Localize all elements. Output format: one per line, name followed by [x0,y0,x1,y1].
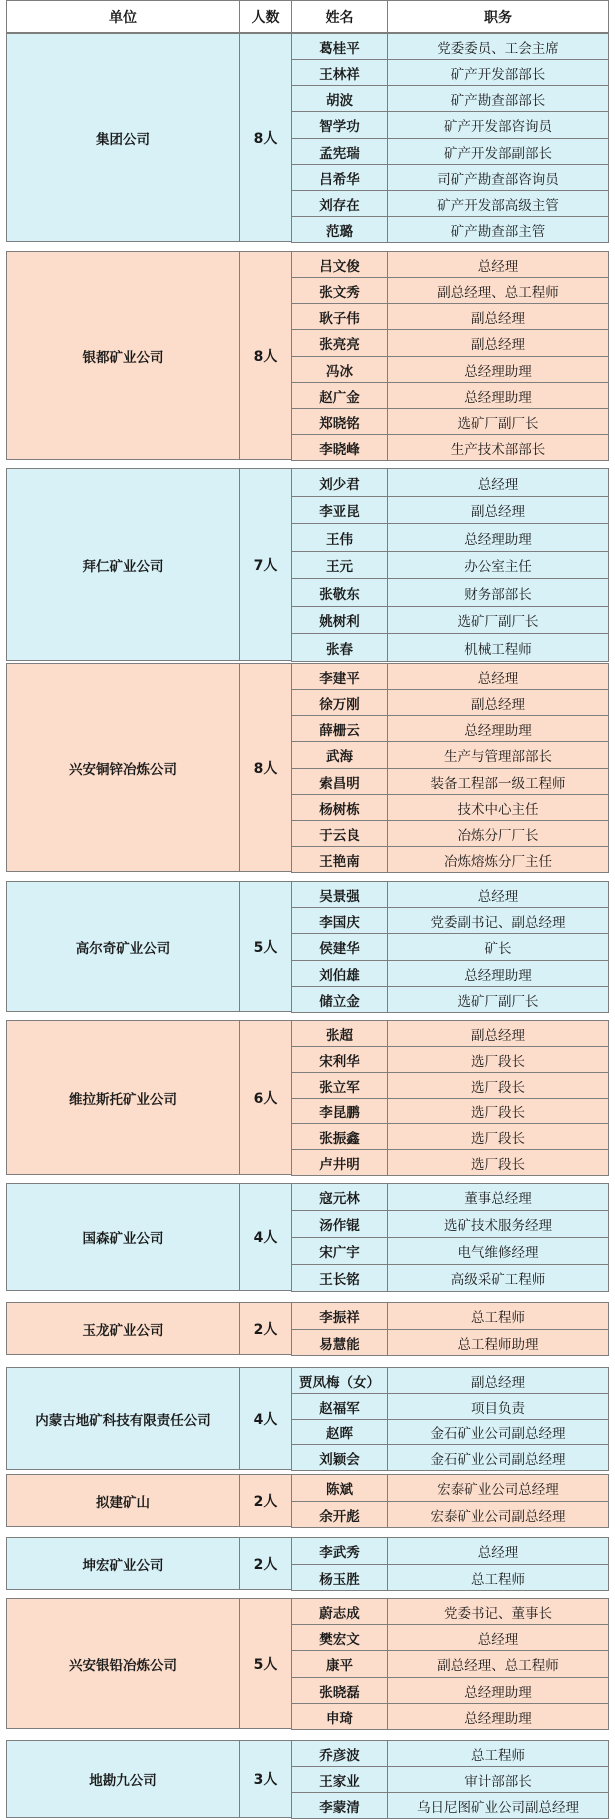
unit-group [6,1740,609,1818]
person-name: 吕文俊 [291,251,388,278]
person-position: 董事总经理 [387,1183,609,1211]
person-name: 张敬东 [291,578,388,607]
person-position: 选矿厂副厂长 [387,986,609,1013]
person-position: 总经理 [387,1537,609,1565]
unit-name: 地勘九公司 [6,1740,240,1818]
person-name: 薛栅云 [291,715,388,742]
person-position: 金石矿业公司副总经理 [387,1444,609,1471]
person-name: 刘颖会 [291,1444,388,1471]
person-position: 副总经理 [387,303,609,330]
unit-name: 内蒙古地矿科技有限责任公司 [6,1367,240,1470]
person-name: 李昆鹏 [291,1098,388,1124]
unit-group [6,33,609,242]
person-name: 王林祥 [291,59,388,86]
unit-group [6,251,609,460]
unit-group [6,468,609,661]
person-name: 李振祥 [291,1302,388,1330]
person-name: 张晓磊 [291,1677,388,1704]
person-position: 生产与管理部部长 [387,741,609,769]
person-position: 总经理助理 [387,382,609,409]
unit-group [6,1537,609,1590]
person-position: 机械工程师 [387,633,609,662]
person-position: 总经理助理 [387,960,609,987]
person-name: 范璐 [291,216,388,243]
person-name: 赵晖 [291,1419,388,1445]
person-name: 宋利华 [291,1046,388,1073]
person-name: 张文秀 [291,277,388,304]
person-name: 索昌明 [291,768,388,795]
person-position: 总经理 [387,663,609,690]
person-name: 耿子伟 [291,303,388,330]
person-name: 乔彦波 [291,1740,388,1767]
person-position: 选厂段长 [387,1046,609,1073]
unit-name: 玉龙矿业公司 [6,1302,240,1355]
person-name: 汤作锟 [291,1210,388,1238]
person-name: 姚树利 [291,606,388,634]
unit-name: 集团公司 [6,33,240,242]
person-name: 王长铭 [291,1264,388,1292]
person-position: 总工程师 [387,1740,609,1767]
person-position: 选矿厂副厂长 [387,408,609,435]
person-position: 矿产开发部部长 [387,59,609,86]
person-position: 选厂段长 [387,1072,609,1099]
headcount: 3人 [239,1740,292,1818]
person-position: 副总经理 [387,1020,609,1047]
person-name: 李国庆 [291,907,388,934]
unit-name: 维拉斯托矿业公司 [6,1020,240,1175]
person-position: 党委书记、董事长 [387,1598,609,1625]
person-name: 李建平 [291,663,388,690]
person-position: 总经理 [387,251,609,278]
person-position: 副总经理、总工程师 [387,277,609,304]
headcount: 5人 [239,1598,292,1729]
person-position: 宏泰矿业公司副总经理 [387,1501,609,1528]
person-position: 副总经理、总工程师 [387,1650,609,1678]
person-name: 吕希华 [291,164,388,191]
person-name: 申琦 [291,1703,388,1730]
person-name: 储立金 [291,986,388,1013]
person-position: 选厂段长 [387,1149,609,1176]
person-position: 总经理 [387,468,609,497]
person-position: 矿长 [387,933,609,961]
unit-name: 兴安铜锌冶炼公司 [6,663,240,872]
headcount: 2人 [239,1537,292,1590]
person-name: 李蒙清 [291,1792,388,1819]
headcount: 4人 [239,1367,292,1470]
unit-name: 高尔奇矿业公司 [6,881,240,1012]
person-position: 审计部部长 [387,1766,609,1793]
person-name: 葛桂平 [291,33,388,60]
person-name: 冯冰 [291,356,388,383]
person-name: 刘存在 [291,190,388,217]
person-name: 张立军 [291,1072,388,1099]
person-position: 办公室主任 [387,551,609,579]
person-name: 吴景强 [291,881,388,908]
person-position: 矿产开发部高级主管 [387,190,609,217]
person-name: 李武秀 [291,1537,388,1565]
person-position: 党委委员、工会主席 [387,33,609,60]
person-name: 张振鑫 [291,1123,388,1150]
headcount: 4人 [239,1183,292,1291]
person-name: 李晓峰 [291,434,388,461]
unit-group [6,1474,609,1527]
person-name: 郑晓铭 [291,408,388,435]
person-position: 总工程师 [387,1564,609,1591]
person-position: 党委副书记、副总经理 [387,907,609,934]
person-name: 刘少君 [291,468,388,497]
person-position: 生产技术部部长 [387,434,609,461]
person-position: 司矿产勘查部咨询员 [387,164,609,191]
person-name: 张超 [291,1020,388,1047]
person-name: 智学功 [291,111,388,139]
person-position: 选厂段长 [387,1098,609,1124]
person-position: 项目负责 [387,1393,609,1420]
person-position: 冶炼分厂厂长 [387,820,609,847]
unit-group [6,1367,609,1470]
unit-group [6,1302,609,1355]
headcount: 8人 [239,251,292,460]
person-position: 总工程师助理 [387,1329,609,1356]
person-position: 矿产勘查部主管 [387,216,609,243]
person-name: 杨树栋 [291,794,388,821]
person-position: 副总经理 [387,496,609,524]
person-position: 总经理助理 [387,356,609,383]
person-position: 总经理助理 [387,1703,609,1730]
person-position: 选矿厂副厂长 [387,606,609,634]
unit-group [6,1598,609,1729]
person-name: 宋广宇 [291,1237,388,1265]
person-name: 张春 [291,633,388,662]
person-name: 余开彪 [291,1501,388,1528]
header-unit: 单位 [6,0,240,33]
header-duty: 职务 [387,0,609,33]
person-name: 王元 [291,551,388,579]
unit-name: 坤宏矿业公司 [6,1537,240,1590]
person-name: 贾凤梅（女） [291,1367,388,1394]
unit-name: 银都矿业公司 [6,251,240,460]
person-name: 于云良 [291,820,388,847]
person-position: 总经理助理 [387,715,609,742]
unit-name: 拜仁矿业公司 [6,468,240,661]
headcount: 8人 [239,33,292,242]
person-name: 蔚志成 [291,1598,388,1625]
person-position: 总经理助理 [387,1677,609,1704]
person-position: 副总经理 [387,1367,609,1394]
person-name: 康平 [291,1650,388,1678]
person-position: 冶炼熔炼分厂主任 [387,846,609,873]
person-name: 刘伯雄 [291,960,388,987]
headcount: 2人 [239,1474,292,1527]
unit-name: 兴安银铅冶炼公司 [6,1598,240,1729]
table-header [0,0,615,33]
person-name: 樊宏文 [291,1624,388,1651]
person-name: 孟宪瑞 [291,138,388,165]
person-position: 金石矿业公司副总经理 [387,1419,609,1445]
unit-group [6,1183,609,1291]
person-position: 财务部部长 [387,578,609,607]
person-position: 矿产开发部咨询员 [387,111,609,139]
headcount: 7人 [239,468,292,661]
person-name: 王家业 [291,1766,388,1793]
person-name: 杨玉胜 [291,1564,388,1591]
unit-group [6,663,609,872]
person-name: 武海 [291,741,388,769]
person-position: 高级采矿工程师 [387,1264,609,1292]
person-position: 副总经理 [387,689,609,716]
person-name: 陈斌 [291,1474,388,1502]
person-position: 副总经理 [387,329,609,357]
person-position: 总经理 [387,1624,609,1651]
headcount: 2人 [239,1302,292,1355]
unit-name: 拟建矿山 [6,1474,240,1527]
person-position: 总经理 [387,881,609,908]
unit-group [6,1020,609,1175]
person-name: 侯建华 [291,933,388,961]
person-name: 张亮亮 [291,329,388,357]
unit-name: 国森矿业公司 [6,1183,240,1291]
person-name: 卢井明 [291,1149,388,1176]
person-name: 胡波 [291,85,388,112]
person-name: 易慧能 [291,1329,388,1356]
person-name: 李亚昆 [291,496,388,524]
person-name: 赵福军 [291,1393,388,1420]
person-position: 总经理助理 [387,523,609,552]
header-name: 姓名 [291,0,388,33]
person-name: 寇元林 [291,1183,388,1211]
person-position: 电气维修经理 [387,1237,609,1265]
headcount: 8人 [239,663,292,872]
person-name: 王艳南 [291,846,388,873]
person-position: 总工程师 [387,1302,609,1330]
person-position: 宏泰矿业公司总经理 [387,1474,609,1502]
person-position: 选厂段长 [387,1123,609,1150]
headcount: 6人 [239,1020,292,1175]
person-position: 装备工程部一级工程师 [387,768,609,795]
person-name: 赵广金 [291,382,388,409]
person-position: 技术中心主任 [387,794,609,821]
person-position: 选矿技术服务经理 [387,1210,609,1238]
person-position: 乌日尼图矿业公司副总经理 [387,1792,609,1819]
person-name: 王伟 [291,523,388,552]
headcount: 5人 [239,881,292,1012]
header-count: 人数 [239,0,292,33]
person-position: 矿产勘查部部长 [387,85,609,112]
unit-group [6,881,609,1012]
person-name: 徐万刚 [291,689,388,716]
person-position: 矿产开发部副部长 [387,138,609,165]
